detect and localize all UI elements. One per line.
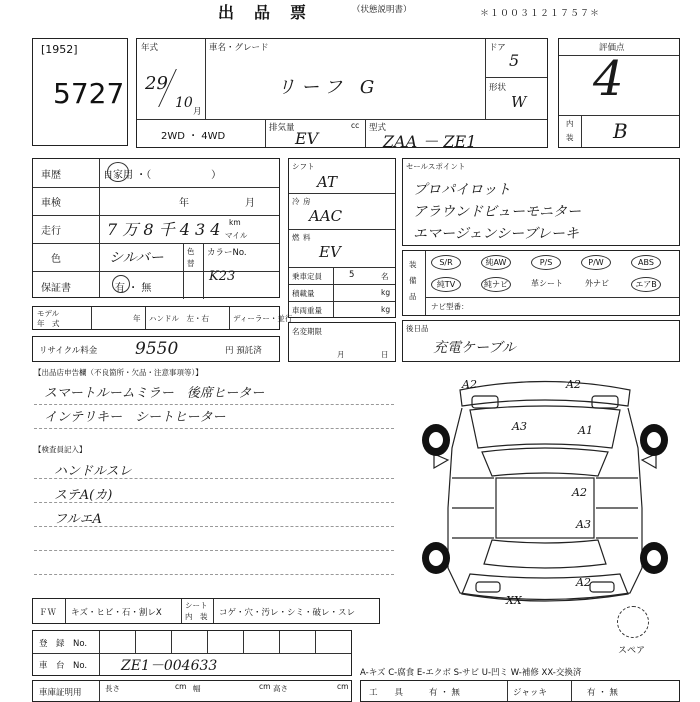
after-items-box: [402, 320, 680, 362]
lot-number: 5727: [53, 77, 125, 110]
dealer-import: ディーラー・並行: [233, 314, 293, 323]
door-label: ドア: [489, 43, 506, 53]
weight-label: 車両重量: [292, 306, 322, 315]
door-value: 5: [509, 51, 520, 70]
year-value: 29: [145, 73, 168, 94]
mark-right-quarter: A3: [576, 518, 591, 531]
tools-label: 工 具: [369, 688, 404, 698]
model-label: 型式: [369, 123, 387, 133]
color-change-1: 色: [187, 247, 195, 256]
warranty-label: 保証書: [41, 283, 71, 294]
model-year-box: [32, 306, 293, 330]
drive-type: 2WD ・ 4WD: [161, 131, 226, 142]
weight-unit: kg: [381, 305, 391, 314]
sales-line-2: アラウンドビューモニター: [413, 204, 581, 220]
interior-label-1: 内: [566, 119, 574, 128]
cert-label: 車庫証明用: [39, 688, 82, 698]
equipment-label-3: 品: [409, 292, 417, 301]
equip-airbag: エアB: [631, 277, 661, 292]
equip-leather-seat: 革シート: [531, 279, 563, 288]
fuel-label-2: 料: [303, 233, 311, 242]
length-label: 長さ: [105, 684, 120, 693]
color-change-2: 替: [187, 259, 195, 268]
change-day: 日: [381, 350, 389, 359]
load-unit: kg: [381, 288, 391, 297]
sales-line-1: プロパイロット: [413, 182, 511, 198]
cert-box: [32, 680, 352, 702]
specs-box: [288, 158, 396, 318]
sales-label: セールスポイント: [406, 162, 466, 171]
model-value: ZAA － ZE1: [383, 132, 477, 151]
damage-legend: A-キズ C-腐食 E-エクボ S-サビ U-凹ミ W-補修 XX-交換済: [360, 668, 582, 678]
sheet-subtitle: （状態説明書）: [352, 5, 412, 15]
load-label: 積載量: [292, 289, 315, 298]
inspector-line-2: ステA(カ): [54, 488, 113, 503]
mark-front-right: A2: [566, 378, 581, 391]
capacity-unit: 名: [381, 272, 389, 281]
height-unit: cm: [337, 682, 349, 691]
seat-label-2: 内 装: [185, 612, 208, 621]
equip-power-steering: P/S: [531, 255, 561, 270]
displacement-unit: cc: [351, 121, 360, 130]
equipment-label-2: 備: [409, 276, 417, 285]
fuel-value: EV: [319, 243, 341, 261]
fw-items: キズ・ヒビ・石・割レX: [71, 608, 162, 618]
cooler-value: AAC: [309, 207, 343, 225]
displacement-label: 排気量: [269, 123, 295, 133]
change-month: 月: [337, 350, 345, 359]
rating-label: 評価点: [599, 43, 625, 53]
inspection-month: 月: [245, 198, 255, 209]
after-label: 後日品: [406, 324, 429, 333]
inspector-line-1: ハンドルスレ: [54, 464, 132, 479]
history-text: 自家用 ・（ ）: [103, 170, 222, 181]
fuel-label-1: 燃: [292, 233, 300, 242]
registration-box: [32, 630, 352, 676]
lot-year-mark: [1952]: [41, 43, 78, 56]
navi-model-label: ナビ型番：: [431, 302, 469, 311]
mileage-label: 走行: [41, 226, 61, 237]
seat-label-1: シート: [185, 601, 208, 610]
equip-sunroof: S/R: [431, 255, 461, 270]
jack-label: ジャッキ: [513, 688, 547, 698]
mileage-value: 7 万 8 千 4 3 4: [107, 220, 221, 239]
equipment-box: [402, 250, 680, 316]
recycle-unit: 円 預託済: [225, 346, 262, 356]
fw-seat-box: [32, 598, 380, 624]
equip-alloy-wheel: 純AW: [481, 255, 511, 270]
mark-rear-bumper: XX: [506, 594, 522, 607]
mileage-km: km: [229, 218, 241, 227]
inspection-year: 年: [179, 198, 189, 209]
history-label: 車歴: [41, 170, 61, 181]
warranty-text: 有 ・ 無: [115, 283, 152, 294]
month-suffix: 月: [193, 107, 202, 117]
inspection-label: 車検: [41, 198, 61, 209]
tools-box: [360, 680, 680, 702]
equip-external-navi: 外ナビ: [585, 279, 609, 288]
recycle-box: [32, 336, 280, 362]
capacity-label: 乗車定員: [292, 272, 322, 281]
width-unit: cm: [259, 682, 271, 691]
equip-abs: ABS: [631, 255, 661, 270]
lot-box: [32, 38, 128, 146]
seat-items: コゲ・穴・汚レ・シミ・破レ・スレ: [219, 608, 356, 618]
mark-rear-right: A2: [576, 576, 591, 589]
color-no-label: カラーNo.: [207, 248, 247, 258]
spare-tire-icon: [617, 606, 649, 638]
mark-hood: A3: [512, 420, 527, 433]
interior-label-2: 装: [566, 133, 574, 142]
sheet-title: 出 品 票: [218, 3, 309, 22]
tools-value: 有 ・ 無: [429, 688, 460, 698]
equipment-label-1: 装: [409, 260, 417, 269]
model-label-1: モデル: [37, 309, 60, 318]
report-label: 【出品店申告欄（不良箇所・欠品・注意事項等）】: [34, 368, 203, 377]
car-info-box: [136, 38, 548, 151]
rating-box: [558, 38, 680, 148]
mark-right-rear-door: A2: [572, 486, 587, 499]
equip-navi: 純ナビ: [481, 277, 511, 292]
sales-line-3: エマージェンシーブレーキ: [413, 226, 579, 242]
capacity-value: 5: [349, 270, 355, 280]
chassis-label: 車 台 No.: [39, 661, 88, 671]
history-box: [32, 158, 280, 298]
model-label-2: 年 式: [37, 319, 60, 328]
change-label: 名変期限: [292, 327, 322, 336]
chassis-value: ZE1－004633: [121, 658, 218, 674]
report-line-1: スマートルームミラー 後席ヒーター: [44, 386, 265, 401]
report-line-2: インテリキー シートヒーター: [44, 410, 226, 425]
shape-label: 形状: [489, 83, 507, 93]
color-no-value: K23: [209, 269, 236, 284]
mark-front-left: A2: [462, 378, 477, 391]
displacement-value: EV: [295, 129, 319, 148]
registration-label: 登 録 No.: [39, 639, 88, 649]
equip-power-window: P/W: [581, 255, 611, 270]
spare-label: スペア: [618, 646, 646, 656]
interior-value: B: [613, 119, 628, 143]
year-label: 年式: [141, 43, 159, 53]
model-year-unit: 年: [133, 314, 141, 323]
inspector-label: 【検査員記入】: [34, 445, 87, 454]
color-value: シルバー: [109, 250, 164, 266]
handle-side: ハンドル 左・右: [149, 314, 209, 323]
name-label: 車名・グレード: [209, 43, 269, 53]
month-value: 10: [175, 95, 193, 111]
name-change-box: [288, 322, 396, 362]
shift-label: シフト: [292, 162, 315, 171]
after-value: 充電ケーブル: [433, 340, 516, 356]
shape-value: W: [511, 93, 527, 111]
jack-value: 有 ・ 無: [587, 688, 618, 698]
inspector-line-3: フルエA: [54, 512, 102, 527]
width-label: 幅: [193, 684, 201, 693]
mark-right-fender: A1: [578, 424, 593, 437]
sales-point-box: [402, 158, 680, 246]
recycle-value: 9550: [135, 339, 179, 359]
barcode-number: ＊１００３１２１７５７＊: [480, 9, 601, 19]
cooler-label-1: 冷: [292, 197, 300, 206]
recycle-label: リサイクル料金: [39, 346, 98, 356]
car-damage-diagram: [400, 368, 690, 618]
rating-value: 4: [593, 51, 624, 107]
shift-value: AT: [317, 173, 338, 191]
length-unit: cm: [175, 682, 187, 691]
equip-tv: 純TV: [431, 277, 461, 292]
fw-label: ＦＷ: [39, 608, 57, 618]
name-value: リーフ G: [277, 77, 381, 98]
cooler-label-2: 房: [303, 197, 311, 206]
color-label: 色: [51, 254, 61, 265]
mileage-mile: マイル: [225, 231, 248, 240]
height-label: 高さ: [273, 684, 288, 693]
